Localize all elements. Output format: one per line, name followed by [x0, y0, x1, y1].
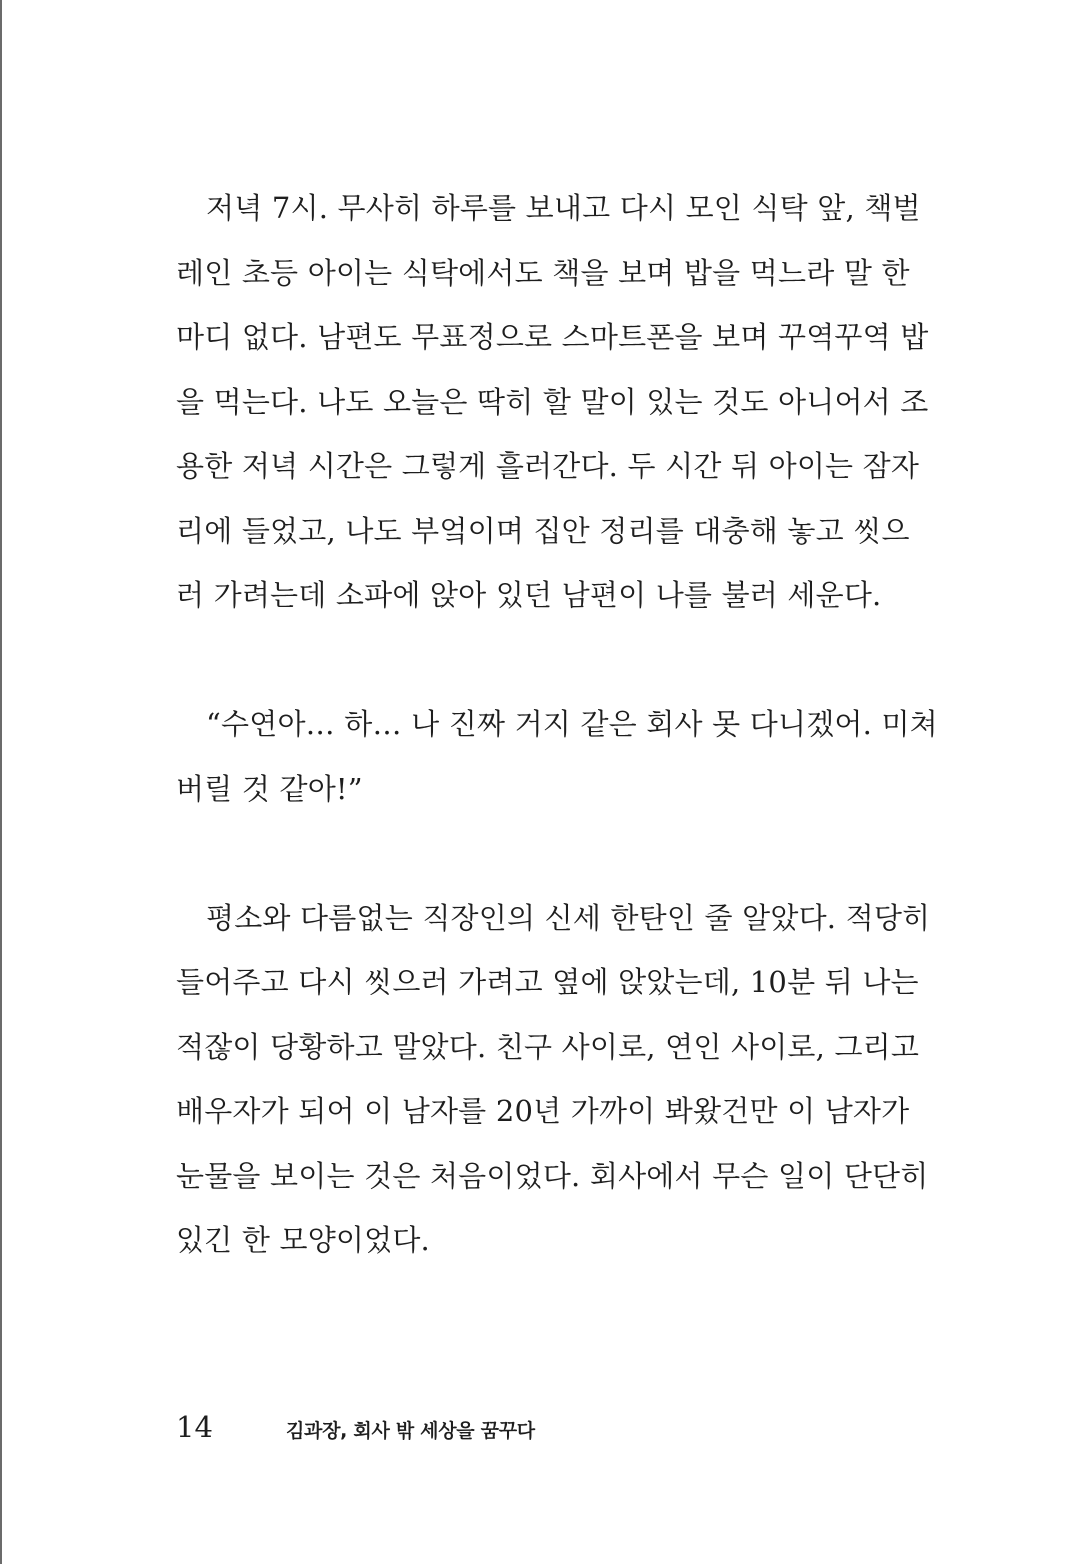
paragraph-gap: [176, 821, 862, 886]
paragraph-gap: [176, 628, 862, 693]
text-line: 배우자가 되어 이 남자를 20년 가까이 봐왔건만 이 남자가: [176, 1094, 910, 1128]
page-footer: [176, 1410, 535, 1450]
text-line: 적잖이 당황하고 말았다. 친구 사이로, 연인 사이로, 그리고: [176, 1029, 920, 1064]
paragraph-dialogue: [176, 692, 938, 821]
page-number: 14: [176, 1410, 213, 1444]
text-line: 평소와 다름없는 직장인의 신세 한탄인 줄 알았다. 적당히: [206, 900, 931, 935]
running-title: 김과장, 회사 밖 세상을 꿈꾸다: [286, 1420, 535, 1442]
text-line: 들어주고 다시 씻으러 가려고 옆에 앉았는데, 10분 뒤 나는: [176, 965, 919, 999]
text-line: 눈물을 보이는 것은 처음이었다. 회사에서 무슨 일이 단단히: [176, 1158, 929, 1193]
paragraph: [176, 176, 929, 628]
text-line: 레인 초등 아이는 식탁에서도 책을 보며 밥을 먹느라 말 한: [176, 255, 910, 290]
text-line: 저녁 7시. 무사히 하루를 보내고 다시 모인 식탁 앞, 책벌: [206, 191, 921, 225]
text-line: “수연아… 하… 나 진짜 거지 같은 회사 못 다니겠어. 미쳐: [206, 707, 938, 741]
text-line: 용한 저녁 시간은 그렇게 흘러간다. 두 시간 뒤 아이는 잠자: [176, 449, 920, 483]
text-line: 을 먹는다. 나도 오늘은 딱히 할 말이 있는 것도 아니어서 조: [176, 384, 929, 419]
text-line: 리에 들었고, 나도 부엌이며 집안 정리를 대충해 놓고 씻으: [176, 513, 910, 548]
text-line: 있긴 한 모양이었다.: [176, 1223, 430, 1257]
text-line: 버릴 것 같아!”: [176, 771, 363, 806]
body-text: [176, 176, 938, 1273]
paragraph: [176, 886, 931, 1273]
text-line: 마디 없다. 남편도 무표정으로 스마트폰을 보며 꾸역꾸역 밥: [176, 320, 929, 354]
text-line: 러 가려는데 소파에 앉아 있던 남편이 나를 불러 세운다.: [176, 578, 882, 612]
